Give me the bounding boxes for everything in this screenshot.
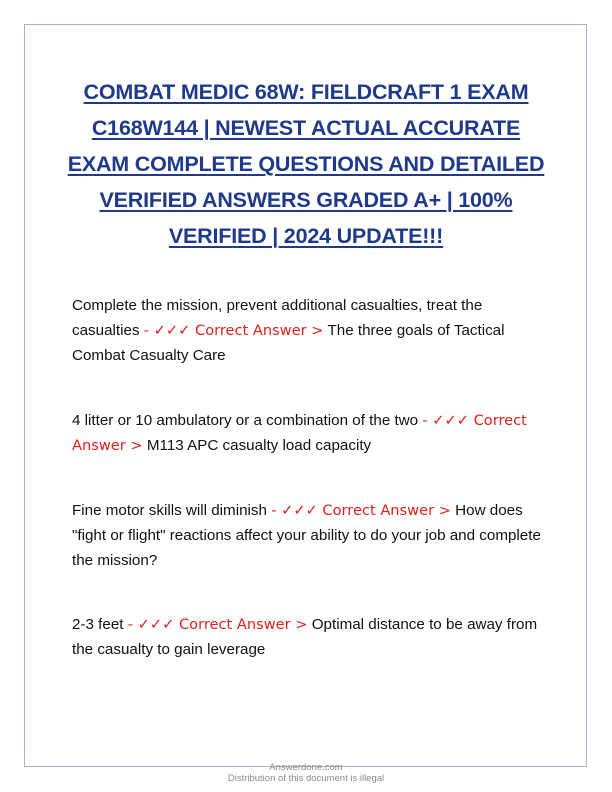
qa-item bbox=[72, 408, 542, 458]
correct-answer-marker: - ✓✓✓ Correct Answer > bbox=[143, 322, 324, 339]
question-text: Fine motor skills will diminish bbox=[72, 502, 267, 519]
correct-answer-marker: - ✓✓✓ Correct Answer > bbox=[72, 412, 527, 454]
footer-notice: Distribution of this document is illegal bbox=[227, 773, 385, 784]
correct-answer-marker: - ✓✓✓ Correct Answer > bbox=[127, 616, 308, 633]
document-title: COMBAT MEDIC 68W: FIELDCRAFT 1 EXAM C168W144 | NEWEST ACTUAL ACCURATE EXAM COMPLETE QUESTIONS AND DETAILED VERIFIED ANSWERS GRADED A+ | 100% VERIFIED | 2024 UPDATE!!! bbox=[67, 80, 545, 248]
answer-text: How does "fight or flight" reactions affect your ability to do your job and complete the mission? bbox=[72, 502, 541, 569]
question-text: Complete the mission, prevent additional casualties, treat the casualties bbox=[72, 297, 483, 339]
qa-item bbox=[72, 293, 542, 368]
answer-text: Optimal distance to be away from the casualty to gain leverage bbox=[72, 616, 538, 658]
qa-item bbox=[72, 498, 542, 573]
footer-site: Answerdone.com bbox=[269, 762, 343, 773]
answer-text: M113 APC casualty load capacity bbox=[146, 437, 372, 454]
correct-answer-marker: - ✓✓✓ Correct Answer > bbox=[271, 502, 451, 519]
question-text: 4 litter or 10 ambulatory or a combination of the two bbox=[72, 412, 419, 429]
qa-item bbox=[72, 612, 542, 662]
answer-text: The three goals of Tactical Combat Casualty Care bbox=[72, 322, 505, 364]
question-text: 2-3 feet bbox=[72, 616, 124, 633]
